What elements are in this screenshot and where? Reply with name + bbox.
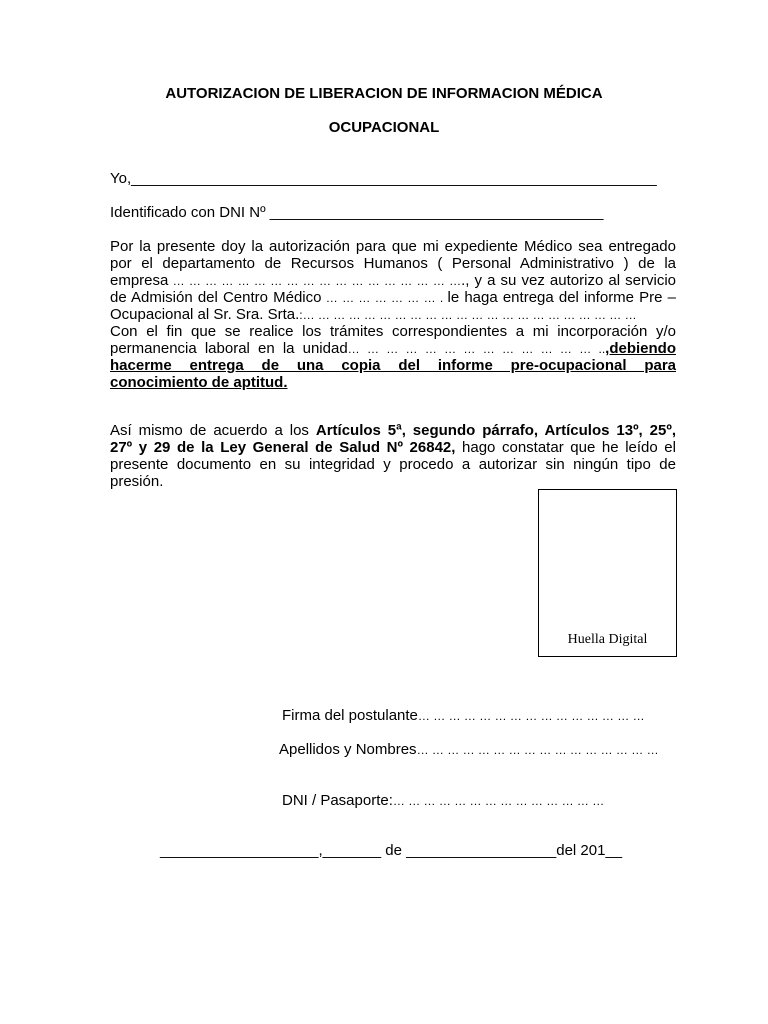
paragraph-1-line-2: por el departamento de Recursos Humanos ( Personal Administrativo ) de la [110, 255, 676, 272]
dni-pasaporte-label: DNI / Pasaporte: [282, 792, 393, 809]
paragraph-1-line-5 [110, 306, 676, 324]
unidad-dots: … … … … … … … … … … … … … .. [347, 342, 606, 356]
paragraph-1-line-4 [110, 289, 676, 307]
apellidos-label: Apellidos y Nombres [279, 741, 417, 758]
fingerprint-label: Huella Digital [567, 632, 648, 647]
paragraph-1-line-1: Por la presente doy la autorización para que mi expediente Médico sea entregado [110, 238, 676, 255]
permanencia-label: permanencia laboral en la unidad [110, 340, 348, 357]
firma-label: Firma del postulante [282, 707, 418, 724]
paragraph-1-line-7 [110, 340, 676, 358]
paragraph-1-line-9: conocimiento de aptitud. [110, 374, 288, 391]
apellidos-dots: … … … … … … … … … … … … … … … … [416, 743, 659, 757]
paragraph-2-line-4: presión. [110, 473, 164, 490]
paragraph-1-line-6: Con el fin que se realice los trámites correspondientes a mi incorporación y/o [110, 323, 676, 340]
empresa-dots: … … … … … … … … … … … … … … … … … … [168, 274, 462, 288]
document-subtitle: OCUPACIONAL [328, 119, 440, 136]
paragraph-1-line-3 [110, 272, 676, 290]
dni-line: Identificado con DNI Nº ________________________________________ [110, 204, 604, 221]
dni-pasaporte-field [282, 792, 604, 809]
asi-mismo-text: Así mismo de acuerdo a los [110, 422, 316, 439]
autorizo-text: ., y a su vez autorizo al servicio [461, 272, 676, 289]
firma-dots: … … … … … … … … … … … … … … … [417, 709, 645, 723]
ley-text: 27º y 29 de la Ley General de Salud Nº 26842, [110, 439, 456, 456]
articulos-text: Artículos 5ª, segundo párrafo, Artículos 13º, 25º, [315, 422, 676, 439]
yo-line: Yo,_______________________________________________________________ [110, 170, 657, 187]
nombre-dots: :… … … … … … … … … … … … … … … … … … … … … … [299, 308, 637, 322]
paragraph-1-line-8: hacerme entrega de una copia del informe pre-ocupacional para [110, 357, 676, 374]
dni-pasaporte-dots: … … … … … … … … … … … … … … [392, 794, 605, 808]
date-line: ___________________,_______ de __________________del 201__ [160, 842, 623, 859]
entrega-text: le haga entrega del informe Pre – [447, 289, 676, 306]
ocupacional-label: Ocupacional al Sr. Sra. Srta. [110, 306, 300, 323]
debiendo-text: ,debiendo [605, 340, 676, 357]
paragraph-2-line-3: presente documento en su integridad y procedo a autorizar sin ningún tipo de [110, 456, 676, 473]
document-title: AUTORIZACION DE LIBERACION DE INFORMACION MÉDICA [165, 85, 603, 102]
centro-medico-label: de Admisión del Centro Médico [110, 289, 322, 306]
apellidos-field [279, 741, 659, 758]
paragraph-2-line-2 [110, 439, 676, 456]
constatar-text: hago constatar que he leído el [455, 439, 676, 456]
fingerprint-box [538, 489, 677, 657]
firma-field [282, 707, 645, 724]
paragraph-2-line-1 [110, 422, 676, 439]
centro-medico-dots: … … … … … … … . [321, 291, 448, 305]
empresa-label: empresa [110, 272, 169, 289]
